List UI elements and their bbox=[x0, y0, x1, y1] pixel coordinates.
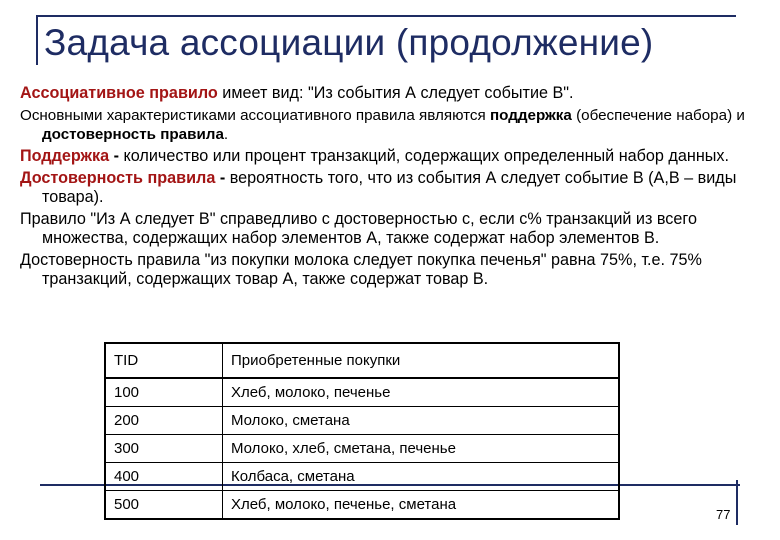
left-rule bbox=[36, 15, 38, 65]
paragraph-example: Достоверность правила "из покупки молока следует покупка печенья" равна 75%, т.е. 75% транзакций, содержащих товар А, также содержат товар В. bbox=[20, 251, 702, 288]
term-association-rule: Ассоциативное правило bbox=[20, 84, 218, 102]
table-row bbox=[105, 435, 619, 463]
cell-tid: 400 bbox=[105, 463, 223, 491]
term-confidence: Достоверность правила bbox=[20, 169, 216, 187]
cell-tid: 300 bbox=[105, 435, 223, 463]
transactions-table bbox=[104, 342, 620, 520]
cell-purchases: Молоко, хлеб, сметана, печенье bbox=[223, 435, 620, 463]
text: . bbox=[223, 126, 229, 143]
table-row bbox=[105, 491, 619, 520]
table-row bbox=[105, 407, 619, 435]
column-header-purchases: Приобретенные покупки bbox=[223, 343, 620, 378]
slide-title: Задача ассоциации (продолжение) bbox=[44, 22, 654, 63]
cell-tid: 200 bbox=[105, 407, 223, 435]
cell-tid: 500 bbox=[105, 491, 223, 520]
text: (обеспечение набора) и bbox=[571, 107, 745, 124]
paragraph-support-definition bbox=[20, 147, 770, 166]
separator: - bbox=[215, 169, 230, 187]
text: имеет вид: "Из события А следует событие В". bbox=[217, 84, 574, 102]
cell-purchases: Хлеб, молоко, печенье, сметана bbox=[223, 491, 620, 520]
table-header-row bbox=[105, 343, 619, 378]
text: количество или процент транзакций, содержащих определенный набор данных. bbox=[123, 147, 729, 165]
paragraph-confidence-definition bbox=[20, 169, 770, 207]
cell-purchases: Колбаса, сметана bbox=[223, 463, 620, 491]
text: Основными характеристиками ассоциативного правила являются bbox=[20, 107, 490, 124]
paragraph-rule-validity: Правило "Из А следует В" справедливо с достоверностью с, если с% транзакций из всего множества, содержащих набор элементов А, также содержат набор элементов В. bbox=[20, 210, 697, 247]
text: вероятность того, что из события А следует событие В (А,В – виды товара). bbox=[42, 169, 737, 206]
top-rule bbox=[36, 15, 736, 17]
right-rule bbox=[736, 480, 738, 525]
paragraph-characteristics bbox=[20, 106, 770, 144]
slide-body bbox=[20, 84, 770, 292]
column-header-tid: TID bbox=[105, 343, 223, 378]
table-row bbox=[105, 463, 619, 491]
cell-tid: 100 bbox=[105, 378, 223, 407]
cell-purchases: Молоко, сметана bbox=[223, 407, 620, 435]
table-row bbox=[105, 378, 619, 407]
cell-purchases: Хлеб, молоко, печенье bbox=[223, 378, 620, 407]
separator: - bbox=[109, 147, 124, 165]
term-support-bold: поддержка bbox=[489, 107, 572, 124]
page-number: 77 bbox=[716, 507, 731, 522]
term-confidence-bold: достоверность правила bbox=[42, 126, 224, 143]
term-support: Поддержка bbox=[20, 147, 110, 165]
paragraph-rule-definition bbox=[20, 84, 770, 103]
